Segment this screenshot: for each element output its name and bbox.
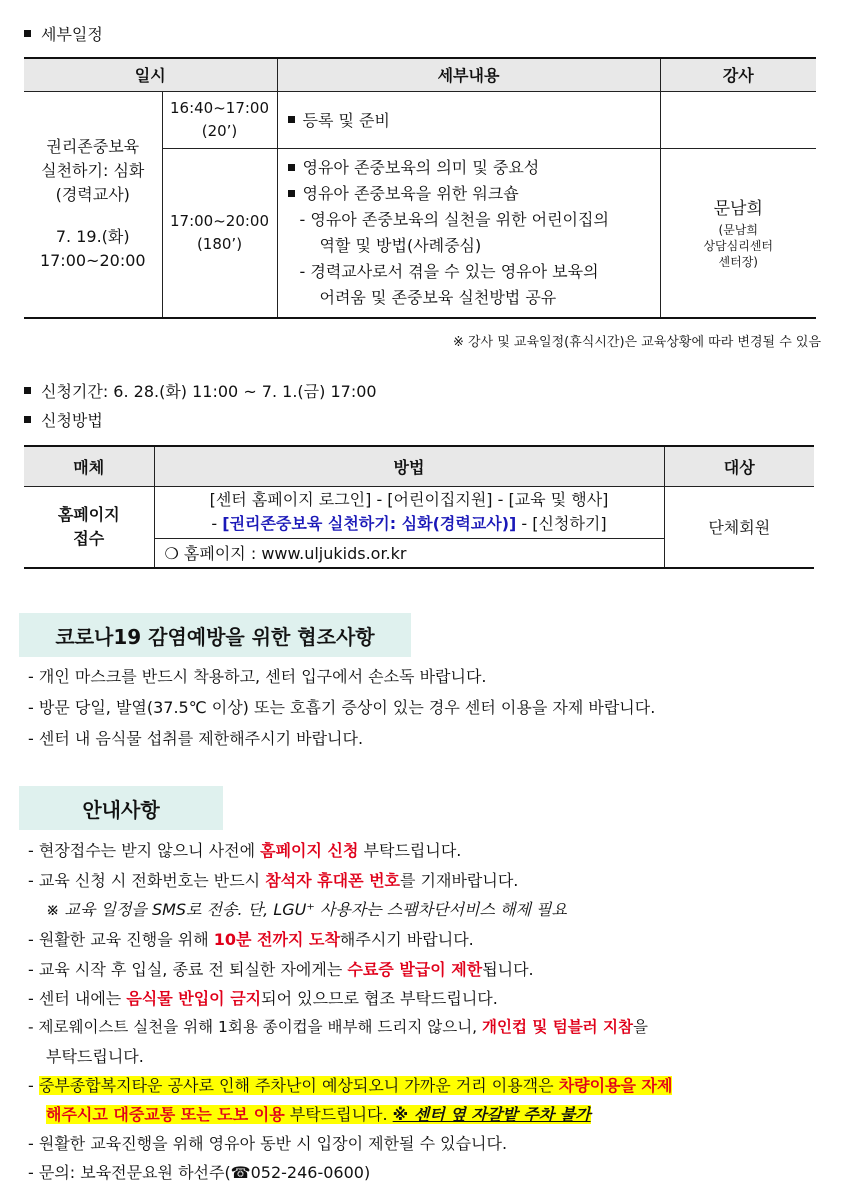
header-content: 세부내용 [277, 58, 660, 91]
header-method: 방법 [154, 446, 664, 486]
notice-parking-cont: 해주시고 대중교통 또는 도보 이용 부탁드립니다. ※ 센터 옆 자갈밭 주차 불가 [46, 1105, 591, 1124]
event-info-cell: 권리존중보육 실천하기: 심화 (경력교사) 7. 19.(화) 17:00~20:00 [24, 91, 162, 318]
notice-item: - 센터 내에는 음식물 반입이 금지되어 있으므로 협조 부탁드립니다. [28, 989, 498, 1008]
covid-item: - 방문 당일, 발열(37.5℃ 이상) 또는 호흡기 증상이 있는 경우 센터 이용을 자제 바랍니다. [28, 698, 656, 717]
schedule-table [24, 57, 816, 319]
notice-item: - 교육 시작 후 입실, 종료 전 퇴실한 자에게는 수료증 발급이 제한됩니다. [28, 960, 534, 979]
covid-section-title: 코로나19 감염예방을 위한 협조사항 [19, 613, 411, 657]
notice-sms-note: ※ 교육 일정을 SMS로 전송. 단, LGU⁺ 사용자는 스팸차단서비스 해제 필요 [46, 900, 567, 919]
target-cell: 단체회원 [664, 486, 814, 568]
notice-item: - 제로웨이스트 실천을 위해 1회용 종이컵을 배부해 드리지 않으니, 개인컵 및 텀블러 지참을 [28, 1018, 648, 1036]
notice-item: - 현장접수는 받지 않으니 사전에 홈페이지 신청 부탁드립니다. [28, 841, 462, 860]
square-bullet-icon [288, 164, 295, 171]
notice-parking: - 중부종합복지타운 공사로 인해 주차난이 예상되오니 가까운 거리 이용객은 차량이용을 자제 [28, 1076, 673, 1095]
square-bullet-icon [24, 30, 31, 37]
header-datetime: 일시 [24, 58, 277, 91]
notice-item: - 원활한 교육 진행을 위해 10분 전까지 도착해주시기 바랍니다. [28, 930, 474, 949]
slot2-time: 17:00~20:00 (180’) [162, 148, 277, 318]
application-method-heading: 신청방법 [24, 408, 103, 431]
notice-item: - 원활한 교육진행을 위해 영유아 동반 시 입장이 제한될 수 있습니다. [28, 1134, 508, 1153]
square-bullet-icon [288, 116, 295, 123]
slot1-content: 등록 및 준비 [277, 91, 660, 148]
square-bullet-icon [24, 416, 31, 423]
slot1-instructor [660, 91, 816, 148]
slot2-content: 영유아 존중보육의 의미 및 중요성 영유아 존중보육을 위한 워크숍 - 영유아 존중보육의 실천을 위한 어린이집의 역할 및 방법(사례중심) - 경력교사로서 겪을 수 있는 영유아 보육의 어려움 및 존중보육 실천방법 공유 [277, 148, 660, 318]
header-instructor: 강사 [660, 58, 816, 91]
covid-item: - 개인 마스크를 반드시 착용하고, 센터 입구에서 손소독 바랍니다. [28, 667, 487, 686]
notice-item: - 교육 신청 시 전화번호는 반드시 참석자 휴대폰 번호를 기재바랍니다. [28, 871, 519, 890]
application-period: 신청기간: 6. 28.(화) 11:00 ~ 7. 1.(금) 17:00 [24, 379, 377, 402]
method-path-cell: [센터 홈페이지 로그인] - [어린이집지원] - [교육 및 행사] - [권리존중보육 실천하기: 심화(경력교사)] - [신청하기] [154, 486, 664, 538]
method-table [24, 445, 814, 569]
header-medium: 매체 [24, 446, 154, 486]
notice-item-cont: 부탁드립니다. [46, 1047, 144, 1066]
square-bullet-icon [288, 190, 295, 197]
homepage-link[interactable]: ❍ 홈페이지 : www.uljukids.or.kr [154, 538, 664, 568]
instructor-name: 문남희 [713, 198, 763, 219]
header-target: 대상 [664, 446, 814, 486]
slot1-time: 16:40~17:00 (20’) [162, 91, 277, 148]
notice-section-title: 안내사항 [19, 786, 223, 830]
slot2-instructor: 문남희 (문남희 상담심리센터 센터장) [660, 148, 816, 318]
schedule-note: ※ 강사 및 교육일정(휴식시간)은 교육상황에 따라 변경될 수 있음 [452, 335, 821, 350]
covid-item: - 센터 내 음식물 섭취를 제한해주시기 바랍니다. [28, 729, 364, 748]
square-bullet-icon [24, 387, 31, 394]
contact-info: - 문의: 보육전문요원 하선주(☎052-246-0600) [28, 1163, 371, 1182]
detail-schedule-heading: 세부일정 [24, 22, 103, 45]
medium-cell: 홈페이지 접수 [24, 486, 154, 568]
